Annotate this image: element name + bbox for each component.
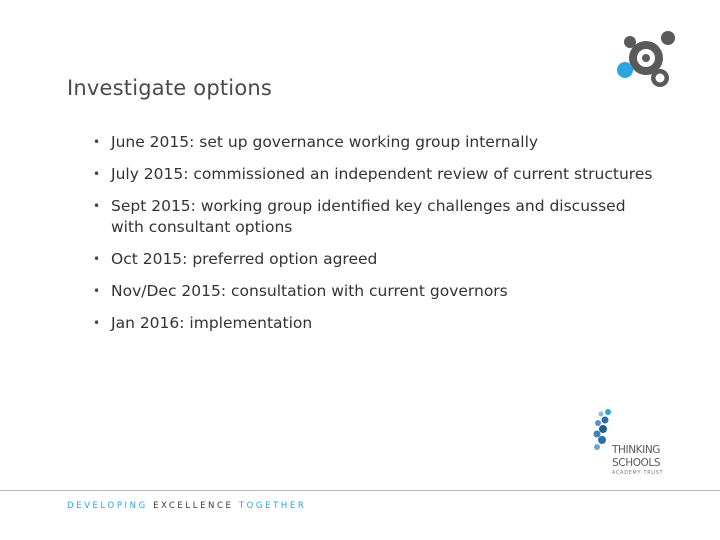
bullet-text: Jan 2016: implementation [111,314,313,332]
list-item [93,313,663,334]
footer-tagline [67,501,306,511]
list-item [93,164,663,185]
tagline-developing: DEVELOPING [67,501,148,511]
logo-word-schools: SCHOOLS [612,457,661,469]
bullet-text: Sept 2015: working group identified key challenges and discussed with consultant options [111,197,626,236]
thinking-schools-logo [592,408,670,482]
bullet-marker: • [93,316,101,330]
bullet-marker: • [93,199,101,213]
circles-logo-icon [612,28,678,90]
tagline-together: TOGETHER [238,501,307,511]
bullet-marker: • [93,135,101,149]
logo-subtitle: ACADEMY TRUST [612,471,664,476]
dots-mark-icon [592,408,614,454]
bullet-text: Nov/Dec 2015: consultation with current governors [111,282,508,300]
footer-divider [0,490,720,491]
list-item [93,196,663,238]
list-item [93,249,663,270]
bullet-text: Oct 2015: preferred option agreed [111,250,378,268]
tagline-excellence: EXCELLENCE [153,501,234,511]
bullet-marker: • [93,167,101,181]
bullet-marker: • [93,284,101,298]
bullet-marker: • [93,252,101,266]
logo-word-thinking: THINKING [612,444,661,456]
list-item [93,132,663,153]
list-item [93,281,663,302]
slide-title: Investigate options [67,76,273,100]
bullet-text: July 2015: commissioned an independent review of current structures [111,165,653,183]
bullet-text: June 2015: set up governance working group internally [111,133,539,151]
bullet-list [93,132,663,345]
